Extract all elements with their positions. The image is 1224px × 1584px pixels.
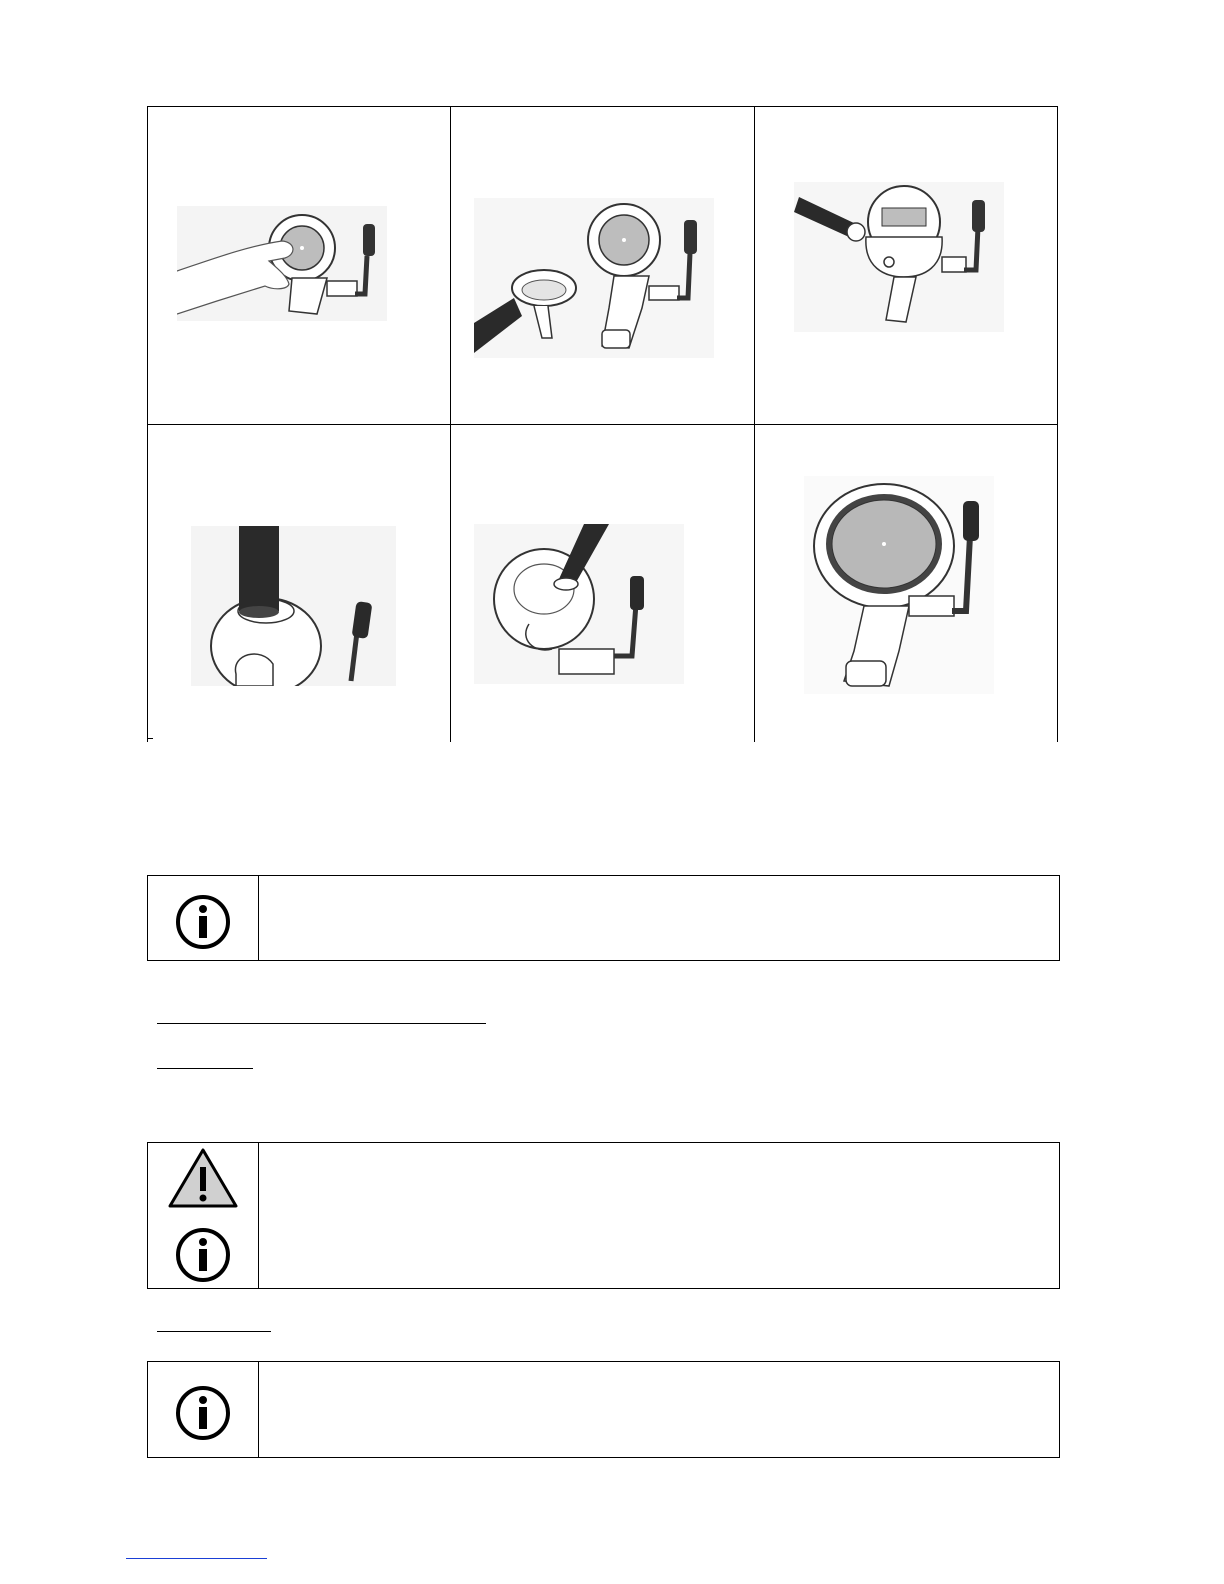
note-icon-column: [148, 876, 259, 960]
warning-icon: [167, 1147, 239, 1209]
hand-removing-filter-icon: [177, 206, 387, 321]
brush-handle-closeup-icon: [191, 526, 396, 686]
figure-panel-4: [147, 424, 450, 742]
portafilter-with-brush-icon: [794, 182, 1004, 332]
note-text: [259, 876, 1059, 960]
figure-panel-1: [147, 106, 450, 424]
info-icon: [175, 894, 231, 950]
grid-border-right: [1057, 106, 1058, 742]
info-note-1: [147, 875, 1060, 961]
figure-grid: [147, 106, 1059, 742]
subheading-2-underline: [157, 1331, 271, 1332]
figure-panel-2: [450, 106, 753, 424]
group-head-clean-icon: [804, 476, 994, 694]
figure-panel-6: [754, 424, 1057, 742]
portafilter-detached-icon: [474, 198, 714, 358]
figure-panel-5: [450, 424, 753, 742]
info-note-2: [147, 1361, 1060, 1458]
warning-note: [147, 1142, 1060, 1289]
footer-link[interactable]: [126, 1558, 267, 1559]
note-icon-column: [148, 1362, 259, 1457]
info-icon: [175, 1385, 231, 1441]
brush-cleaning-gasket-icon: [474, 524, 684, 684]
note-icon-column: [148, 1143, 259, 1288]
subheading-1-underline: [157, 1068, 253, 1069]
note-text: [259, 1143, 1059, 1288]
note-text: [259, 1362, 1059, 1457]
info-icon: [175, 1227, 231, 1283]
figure-panel-3: [754, 106, 1057, 424]
section-heading-underline: [157, 1023, 486, 1024]
